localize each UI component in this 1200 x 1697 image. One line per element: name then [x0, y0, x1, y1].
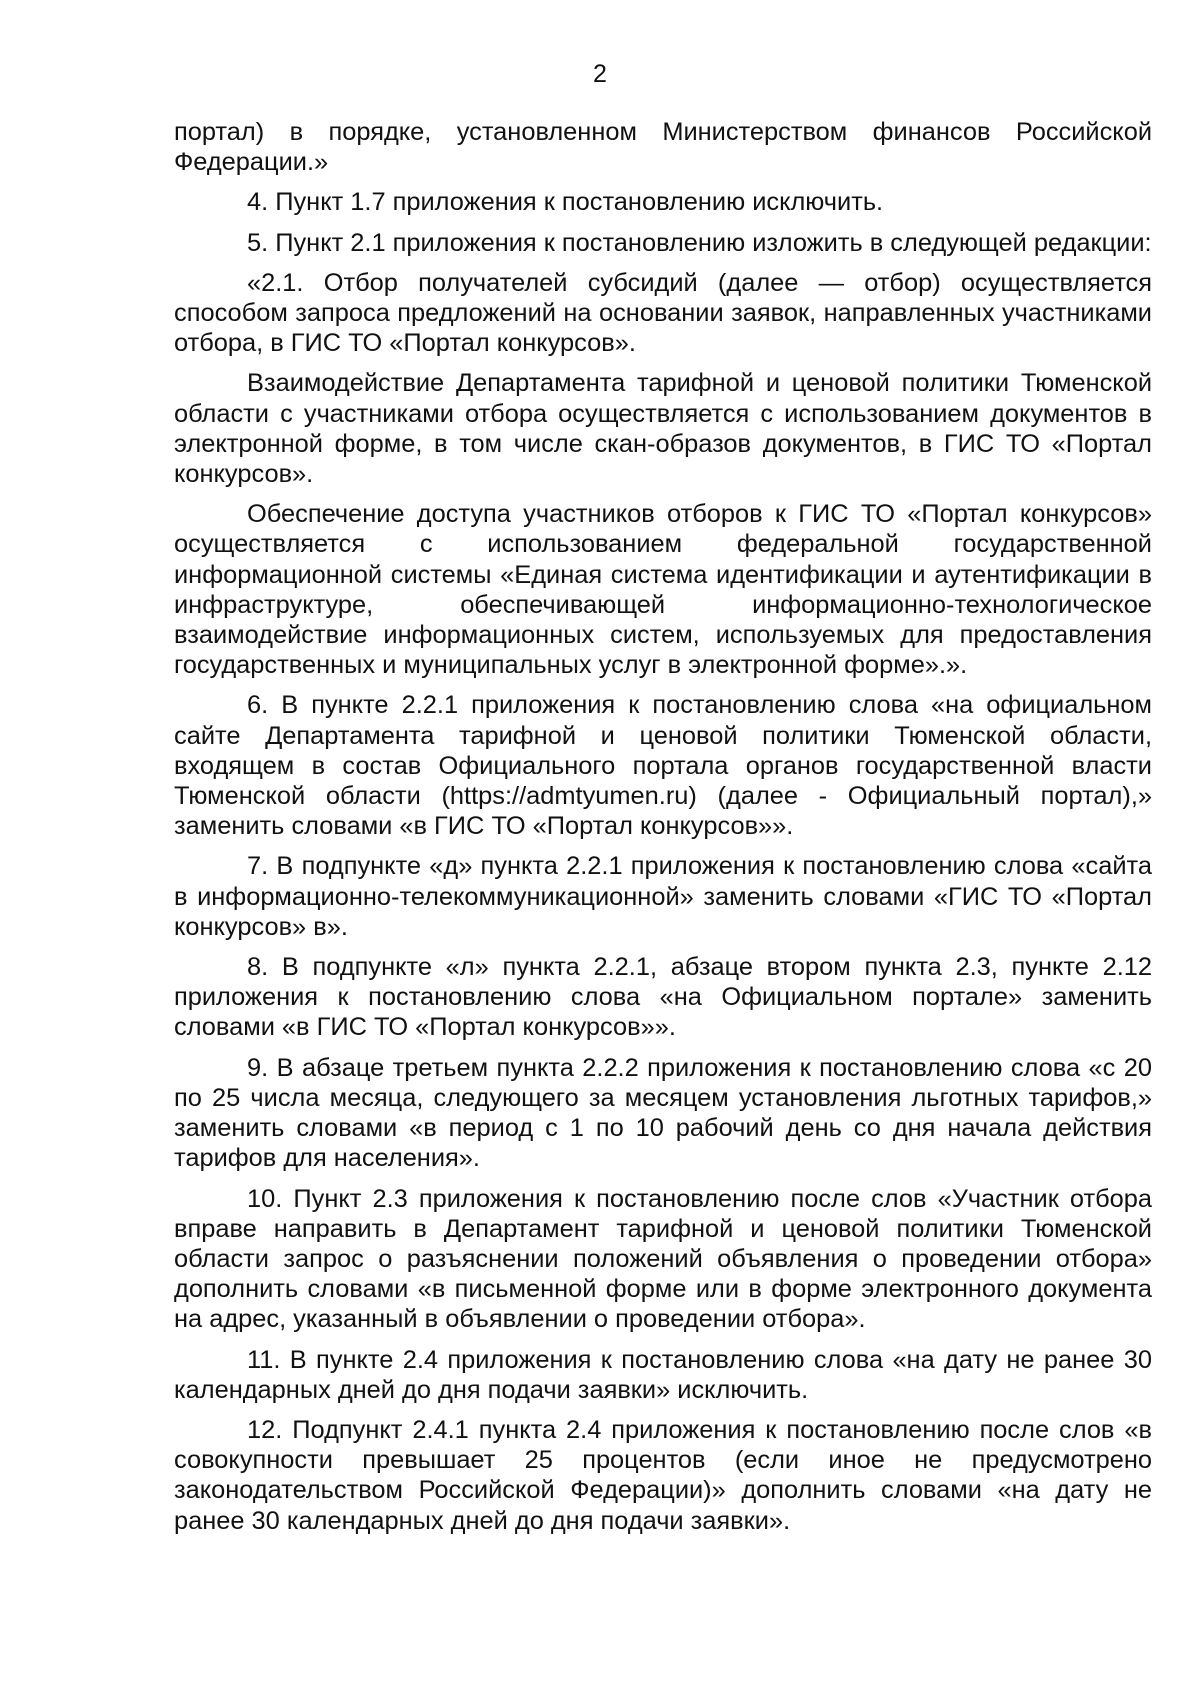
paragraph-item-7: 7. В подпункте «д» пункта 2.2.1 приложения к постановлению слова «сайта в информационно-телекоммуникационной» заменить словами «ГИС ТО «Портал конкурсов» в».: [174, 852, 1152, 941]
paragraph-interaction: Взаимодействие Департамента тарифной и ценовой политики Тюменской области с участниками отбора осуществляется с использованием документов в электронной форме, в том числе скан-образов документов, в ГИС ТО «Портал конкурсов».: [174, 369, 1152, 489]
paragraph-access: Обеспечение доступа участников отборов к ГИС ТО «Портал конкурсов» осуществляется с использованием федеральной государственной информационной системы «Единая система идентификации и аутентификации в инфраструктуре, обеспечивающей информационно-технологическое взаимодействие информационных систем, используемых для предоставления государственных и муниципальных услуг в электронной форме».».: [174, 500, 1152, 680]
paragraph-item-10: 10. Пункт 2.3 приложения к постановлению после слов «Участник отбора вправе направить в Департамент тарифной и ценовой политики Тюменской области запрос о разъяснении положений объявления о проведении отбора» дополнить словами «в письменной форме или в форме электронного документа на адрес, указанный в объявлении о проведении отбора».: [174, 1184, 1152, 1334]
document-body: [174, 117, 1152, 1546]
paragraph-item-8: 8. В подпункте «л» пункта 2.2.1, абзаце втором пункта 2.3, пункте 2.12 приложения к постановлению слова «на Официальном портале» заменить словами «в ГИС ТО «Портал конкурсов»».: [174, 953, 1152, 1042]
paragraph-item-6: 6. В пункте 2.2.1 приложения к постановлению слова «на официальном сайте Департамента тарифной и ценовой политики Тюменской области, входящем в состав Официального портала органов государственной власти Тюменской области (https://admtyumen.ru) (далее - Официальный портал),» заменить словами «в ГИС ТО «Портал конкурсов»».: [174, 691, 1152, 841]
paragraph-item-12: 12. Подпункт 2.4.1 пункта 2.4 приложения к постановлению после слов «в совокупности превышает 25 процентов (если иное не предусмотрено законодательством Российской Федерации)» дополнить словами «на дату не ранее 30 календарных дней до дня подачи заявки».: [174, 1415, 1152, 1535]
paragraph-item-4: 4. Пункт 1.7 приложения к постановлению исключить.: [247, 188, 884, 217]
page-number: 2: [593, 60, 607, 88]
paragraph-continuation: портал) в порядке, установленном Министерством финансов Российской Федерации.»: [174, 118, 1152, 177]
paragraph-item-9: 9. В абзаце третьем пункта 2.2.2 приложения к постановлению слова «с 20 по 25 числа месяца, следующего за месяцем установления льготных тарифов,» заменить словами «в период с 1 по 10 рабочий день со дня начала действия тарифов для населения».: [174, 1053, 1152, 1173]
paragraph-item-5: 5. Пункт 2.1 приложения к постановлению изложить в следующей редакции:: [247, 228, 1152, 257]
paragraph-item-11: 11. В пункте 2.4 приложения к постановлению слова «на дату не ранее 30 календарных дней до дня подачи заявки» исключить.: [174, 1345, 1152, 1404]
paragraph-item-5-quote-2-1: «2.1. Отбор получателей субсидий (далее — отбор) осуществляется способом запроса предложений на основании заявок, направленных участниками отбора, в ГИС ТО «Портал конкурсов».: [174, 268, 1152, 358]
